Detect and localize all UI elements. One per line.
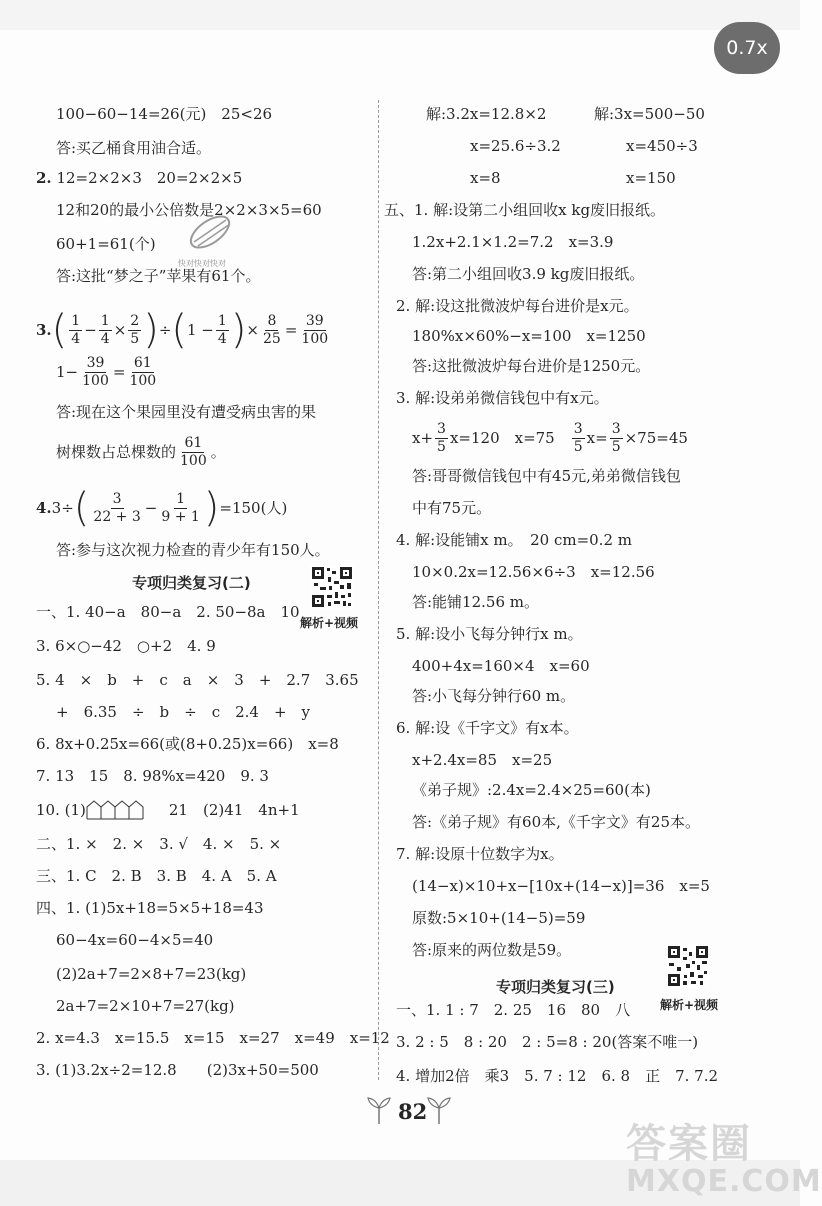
answer-text: ×75=45: [624, 429, 688, 447]
section-title: 专项归类复习(二): [132, 574, 251, 592]
answer-line: 2. x=4.3 x=15.5 x=15 x=27 x=49 x=12: [36, 1029, 390, 1047]
answer-line: [36, 168, 242, 188]
numerator: 39: [86, 354, 105, 371]
answer-line: 《弟子规》:2.4x=2.4×25=60(本): [412, 781, 651, 799]
answer-line: 10×0.2x=12.56×6÷3 x=12.56: [412, 563, 655, 581]
denominator: 100: [82, 372, 109, 389]
answer-line-fraction: [36, 486, 287, 530]
sprout-icon: [426, 1094, 452, 1124]
question-number: 3.: [36, 321, 52, 339]
numerator: 3: [437, 420, 446, 437]
operand: 3÷: [51, 499, 74, 517]
answer-line: 5. 4 × b + c a × 3 + 2.7 3.65: [36, 671, 359, 689]
fraction: [299, 313, 330, 348]
denominator: 4: [71, 330, 81, 347]
denominator: 9 + 1: [161, 508, 200, 525]
numerator: 61: [133, 354, 152, 371]
fraction: [178, 435, 209, 470]
answer-line-fraction: [412, 418, 688, 458]
answer-line: + 6.35 ÷ b ÷ c 2.4 + y: [56, 703, 311, 721]
answer-line: 60−4x=60−4×5=40: [56, 931, 214, 949]
denominator: 25: [263, 330, 281, 347]
fraction: [69, 313, 82, 348]
numerator: 3: [611, 420, 621, 437]
numerator: 8: [267, 312, 277, 329]
answer-line: 中有75元。: [412, 499, 492, 517]
answer-line: 解:3x=500−50: [594, 105, 705, 123]
numerator: 61: [184, 434, 203, 451]
answer-line: 答:小飞每分钟行60 m。: [412, 687, 576, 705]
sprout-icon: [366, 1094, 392, 1124]
answer-line: 2. 解:设这批微波炉每台进价是x元。: [396, 297, 639, 315]
denominator: 100: [301, 330, 329, 347]
numerator: 1: [217, 312, 227, 329]
qr-code-icon[interactable]: [666, 944, 710, 988]
paren: ): [230, 307, 247, 353]
house-pattern-figure: [86, 800, 154, 820]
paren: ): [203, 485, 220, 531]
answer-line: 6. 解:设《千字文》有x本。: [396, 719, 579, 737]
watermark-url: MXQE.COM: [626, 1164, 822, 1199]
answer-line: 5. 解:设小飞每分钟行x m。: [396, 625, 583, 643]
answer-line: 原数:5×10+(14−5)=59: [412, 909, 586, 927]
answer-line: x=8: [470, 169, 501, 187]
numerator: 3: [573, 420, 583, 437]
operand: x+: [412, 429, 434, 447]
answer-line-fraction: [36, 308, 332, 352]
operator: ×: [246, 321, 259, 339]
answer-line: 一、1. 1 : 7 2. 25 16 80 八: [396, 1001, 631, 1019]
fraction: [216, 313, 229, 348]
answer-text: 12=2×2×3 20=2×2×5: [51, 169, 243, 187]
denominator: 5: [130, 330, 140, 347]
operator: =: [284, 321, 298, 339]
numerator: 1: [176, 490, 186, 507]
operator: −: [144, 499, 158, 517]
question-number: 4.: [36, 499, 52, 517]
brand-stamp-logo: [170, 200, 250, 270]
numerator: 1: [71, 312, 81, 329]
answer-line: 3. 2 : 5 8 : 20 2 : 5=8 : 20(答案不唯一): [396, 1033, 699, 1051]
answer-line: 答:《弟子规》有60本,《千字文》有25本。: [412, 813, 700, 831]
answer-line-fraction: [56, 352, 160, 392]
denominator: 100: [180, 452, 207, 469]
paren: (: [171, 307, 187, 353]
answer-text: x=: [586, 429, 608, 447]
operator: ÷: [158, 321, 172, 339]
answer-line: 答:现在这个果园里没有遭受病虫害的果: [56, 403, 317, 421]
fraction: [80, 355, 111, 390]
answer-line: 3. 解:设弟弟微信钱包中有x元。: [396, 389, 609, 407]
paren: (: [73, 485, 90, 531]
answer-line: 2a+7=2×10+7=27(kg): [56, 997, 235, 1015]
fraction: [159, 491, 201, 526]
column-divider: [378, 100, 379, 1080]
denominator: 100: [129, 372, 157, 389]
answer-line: 答:哥哥微信钱包中有45元,弟弟微信钱包: [412, 467, 681, 485]
answer-line: [36, 800, 300, 820]
answer-line: 四、1. (1)5x+18=5×5+18=43: [36, 899, 264, 917]
answer-line: 答:这批“梦之子”苹果有61个。: [56, 267, 261, 285]
answer-line: 4. 解:设能铺x m。 20 cm=0.2 m: [396, 531, 632, 549]
operand: 1 −: [187, 321, 214, 339]
answer-text: 21 (2)41 4n+1: [153, 801, 300, 819]
fraction: [127, 355, 158, 390]
answer-line: 1.2x+2.1×1.2=7.2 x=3.9: [412, 233, 614, 251]
answer-line: (14−x)×10+x−[10x+(14−x)]=36 x=5: [412, 877, 710, 895]
operator: ×: [113, 321, 127, 339]
numerator: 3: [112, 490, 122, 507]
answer-line: 3. (1)3.2x÷2=12.8 (2)3x+50=500: [36, 1061, 319, 1079]
fraction: [261, 313, 283, 348]
answer-line: 解:3.2x=12.8×2: [426, 105, 547, 123]
denominator: 5: [611, 438, 621, 455]
answer-line: 7. 解:设原十位数字为x。: [396, 845, 564, 863]
fraction: [610, 421, 623, 456]
answer-line: 答:能铺12.56 m。: [412, 593, 539, 611]
numerator: 39: [305, 312, 324, 329]
fraction: [91, 491, 142, 526]
answer-line: (2)2a+7=2×8+7=23(kg): [56, 965, 247, 983]
denominator: 5: [573, 438, 583, 455]
operator: =: [112, 363, 126, 381]
answer-line: 4. 增加2倍 乘3 5. 7 : 12 6. 8 正 7. 7.2: [396, 1067, 719, 1085]
zoom-badge[interactable]: 0.7x: [714, 22, 780, 74]
answer-line: 二、1. × 2. × 3. √ 4. × 5. ×: [36, 835, 282, 853]
answer-line: 180%x×60%−x=100 x=1250: [412, 327, 646, 345]
operator: −: [84, 321, 97, 339]
answer-line: 五、1. 解:设第二小组回收x kg废旧报纸。: [384, 201, 666, 219]
qr-caption: 解析+视频: [300, 616, 359, 630]
page-number: 82: [398, 1099, 428, 1124]
answer-line: 答:原来的两位数是59。: [412, 941, 572, 959]
answer-line: x=150: [626, 169, 676, 187]
denominator: 22 + 3: [93, 508, 141, 525]
answer-text: =150(人): [219, 499, 288, 517]
answer-text: 树棵数占总棵数的: [56, 443, 177, 461]
question-number: 2.: [36, 169, 52, 187]
answer-line: 400+4x=160×4 x=60: [412, 657, 590, 675]
qr-caption: 解析+视频: [660, 998, 719, 1012]
qr-code-icon[interactable]: [310, 565, 354, 609]
answer-line: 6. 8x+0.25x=66(或(8+0.25)x=66) x=8: [36, 735, 339, 753]
paren: ): [143, 307, 159, 353]
punctuation: 。: [210, 443, 226, 461]
answer-text: x=120 x=75: [449, 429, 570, 447]
watermark-logo: 答案圈: [626, 1121, 752, 1167]
numerator: 1: [100, 312, 110, 329]
fraction: [572, 421, 585, 456]
answer-line-fraction: [56, 432, 226, 472]
denominator: 4: [217, 330, 227, 347]
answer-text: 10. (1): [36, 801, 86, 819]
numerator: 2: [130, 312, 140, 329]
answer-line: 一、1. 40−a 80−a 2. 50−8a 10: [36, 603, 300, 621]
answer-line: 60+1=61(个): [56, 235, 156, 253]
answer-line: 12和20的最小公倍数是2×2×3×5=60: [56, 201, 322, 219]
answer-line: 3. 6×○−42 ○+2 4. 9: [36, 637, 216, 655]
operand: 1−: [56, 363, 79, 381]
fraction: [128, 313, 141, 348]
answer-line: 100−60−14=26(元) 25<26: [56, 105, 273, 123]
top-toolbar: [0, 0, 800, 30]
answer-line: x=450÷3: [626, 137, 698, 155]
denominator: 4: [100, 330, 110, 347]
answer-line: 7. 13 15 8. 98%x=420 9. 3: [36, 767, 269, 785]
answer-line: x+2.4x=85 x=25: [412, 751, 553, 769]
answer-line: 答:第二小组回收3.9 kg废旧报纸。: [412, 265, 645, 283]
answer-line: 三、1. C 2. B 3. B 4. A 5. A: [36, 867, 277, 885]
stamp-caption: 快对快对快对: [178, 259, 226, 268]
answer-line: 答:这批微波炉每台进价是1250元。: [412, 357, 651, 375]
fraction: [99, 313, 112, 348]
section-title: 专项归类复习(三): [496, 978, 615, 996]
paren: (: [51, 307, 68, 353]
answer-line: 答:买乙桶食用油合适。: [56, 139, 212, 157]
answer-line: 答:参与这次视力检查的青少年有150人。: [56, 541, 330, 559]
denominator: 5: [437, 438, 446, 455]
answer-line: x=25.6÷3.2: [470, 137, 561, 155]
fraction: [435, 421, 448, 456]
